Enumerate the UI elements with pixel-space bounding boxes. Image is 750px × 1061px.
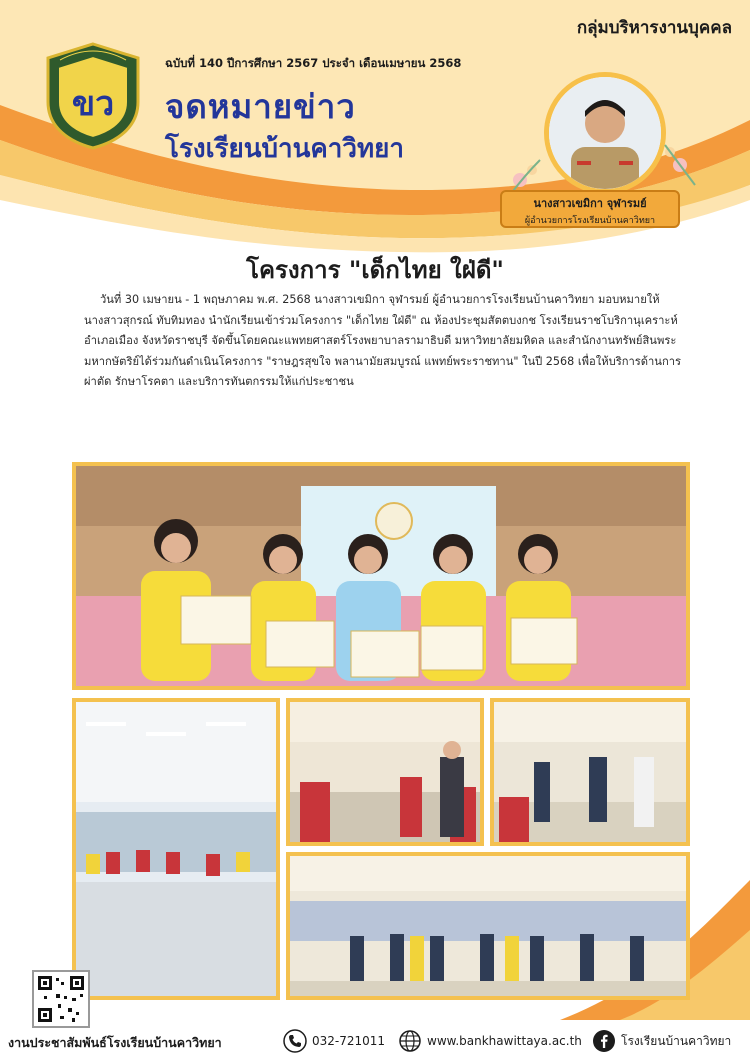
footer-phone[interactable] xyxy=(283,1029,385,1053)
phone-icon xyxy=(283,1029,307,1053)
flower-decoration-right xyxy=(655,130,705,190)
facebook-icon xyxy=(592,1029,616,1053)
issue-info: ฉบับที่ 140 ปีการศึกษา 2567 ประจำ เดือนเมษายน 2568 xyxy=(165,56,462,70)
website-url: www.bankhawittaya.ac.th xyxy=(427,1034,582,1048)
photo-doctor-speaking xyxy=(286,698,484,846)
photo-staff-meeting xyxy=(490,698,690,846)
facebook-page: โรงเรียนบ้านคาวิทยา xyxy=(621,1033,732,1048)
globe-icon xyxy=(398,1029,422,1053)
footer-facebook[interactable] xyxy=(592,1029,731,1053)
pr-unit: งานประชาสัมพันธ์โรงเรียนบ้านคาวิทยา xyxy=(8,1035,222,1050)
director-position: ผู้อำนวยการโรงเรียนบ้านคาวิทยา xyxy=(524,216,656,226)
phone-number: 032-721011 xyxy=(312,1034,386,1048)
school-name: โรงเรียนบ้านคาวิทยา xyxy=(165,134,404,164)
director-caption xyxy=(500,190,680,228)
director-name: นางสาวเขมิกา จุฬารมย์ xyxy=(533,197,647,210)
qr-code[interactable] xyxy=(32,970,90,1028)
photo-hall-audience xyxy=(72,698,280,1000)
photo-award-students xyxy=(72,462,690,690)
footer-website[interactable] xyxy=(398,1029,582,1053)
department-label: กลุ่มบริหารงานบุคคล xyxy=(576,18,732,38)
school-logo xyxy=(38,40,148,150)
article-body: วันที่ 30 เมษายน - 1 พฤษภาคม พ.ศ. 2568 นางสาวเขมิกา จุฬารมย์ ผู้อำนวยการโรงเรียนบ้านคาวิทยา มอบหมายให้ นางสาวสุกรณ์ ทับทิมทอง นำนักเรียนเข้าร่วมโครงการ "เด็กไทย ใฝ่ดี" ณ ห้องประชุมสัตตบงกช โรงเรียนราชโบริกานุเคราะห์ อำเภอเมือง จังหวัดราชบุรี จัดขึ้นโดยคณะแพทยศาสตร์โรงพยาบาลรามาธิบดี มหาวิทยาลัยมหิดล และสำนักงานทรัพย์สินพระมหากษัตริย์ได้ร่วมกันดำเนินโครงการ "ราษฎรสุขใจ พลานามัยสมบูรณ์ แพทย์พระราชทาน" ในปี 2568 เพื่อให้บริการด้านการผ่าตัด รักษาโรคตา และบริการทันตกรรมให้แก่ประชาชน xyxy=(84,293,682,388)
photo-group-staff xyxy=(286,852,690,1000)
svg-text:ขว: ขว xyxy=(71,84,115,124)
director-photo xyxy=(544,72,666,194)
article-title: โครงการ "เด็กไทย ใฝ่ดี" xyxy=(246,256,504,284)
newsletter-title: จดหมายข่าว xyxy=(165,87,356,126)
